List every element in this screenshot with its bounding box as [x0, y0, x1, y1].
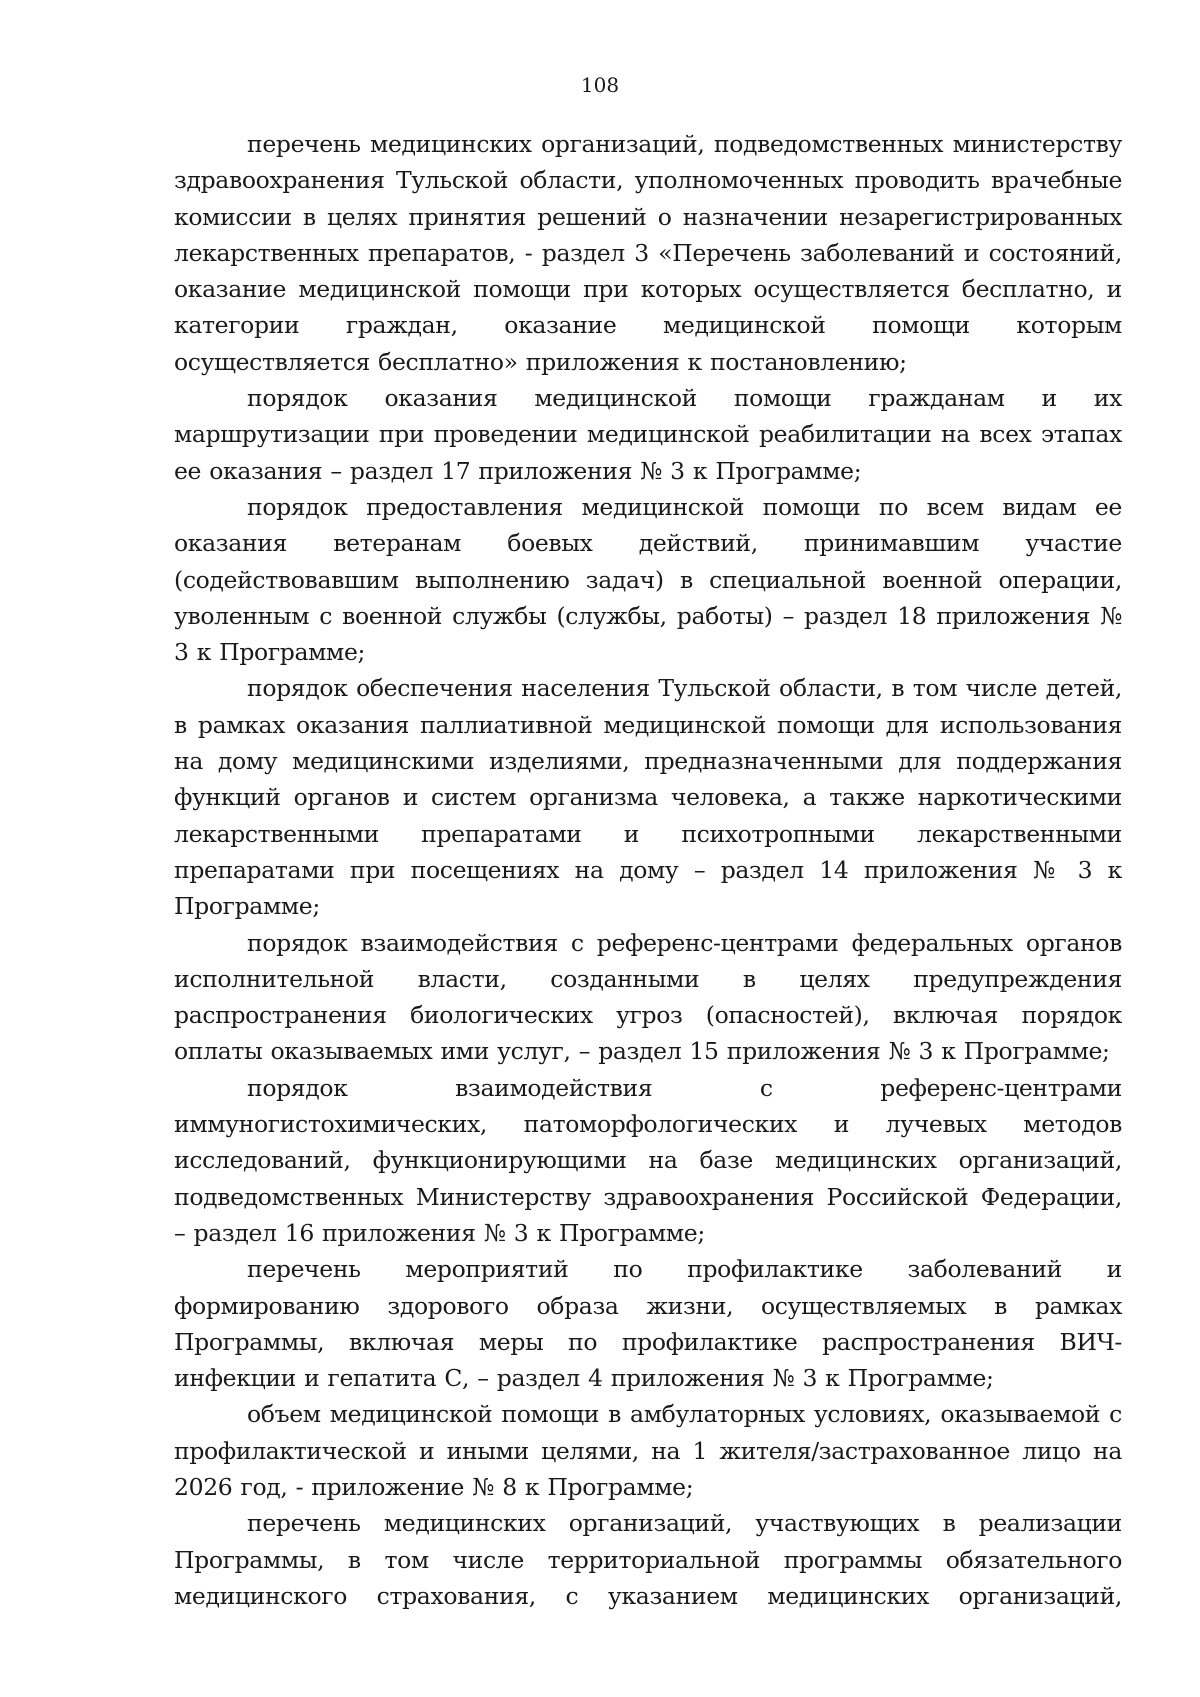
- paragraph-list-item: порядок предоставления медицинской помощи по всем видам ее оказания ветеранам боевых действий, принимавшим участие (содействовавшим выполнению задач) в специальной военной операции, уволенным с военной службы (службы, работы) – раздел 18 приложения № 3 к Программе;: [174, 492, 1122, 667]
- paragraph-list-item: перечень медицинских организаций, подведомственных министерству здравоохранения Тульской области, уполномоченных проводить врачебные комиссии в целях принятия решений о назначении незарегистрированных лекарственных препаратов, - раздел 3 «Перечень заболеваний и состояний, оказание медицинской помощи при которых осуществляется бесплатно, и категории граждан, оказание медицинской помощи которым осуществляется бесплатно» приложения к постановлению;: [174, 130, 1122, 376]
- paragraph-list-item: объем медицинской помощи в амбулаторных условиях, оказываемой с профилактической и иными целями, на 1 жителя/застрахованное лицо на 2026 год, - приложение № 8 к Программе;: [174, 1400, 1122, 1501]
- paragraph-list-item: порядок оказания медицинской помощи гражданам и их маршрутизации при проведении медицинской реабилитации на всех этапах ее оказания – раздел 17 приложения № 3 к Программе;: [174, 384, 1122, 485]
- paragraph-list-item: порядок взаимодействия с референс-центрами федеральных органов исполнительной власти, созданными в целях предупреждения распространения биологических угроз (опасностей), включая порядок оплаты оказываемых ими услуг, – раздел 15 приложения № 3 к Программе;: [174, 928, 1122, 1066]
- document-body: [174, 126, 1122, 1614]
- paragraph-list-item: порядок обеспечения населения Тульской области, в том числе детей, в рамках оказания паллиативной медицинской помощи для использования на дому медицинскими изделиями, предназначенными для поддержания функций органов и систем организма человека, а также наркотическими лекарственными препаратами и психотропными лекарственными препаратами при посещениях на дому – раздел 14 приложения № 3 к Программе;: [174, 674, 1122, 921]
- page-number: 108: [580, 73, 620, 97]
- paragraph-list-item: перечень медицинских организаций, участвующих в реализации Программы, в том числе территориальной программы обязательного медицинского страхования, с указанием медицинских организаций,: [174, 1509, 1122, 1610]
- paragraph-list-item: перечень мероприятий по профилактике заболеваний и формированию здорового образа жизни, осуществляемых в рамках Программы, включая меры по профилактике распространения ВИЧ-инфекции и гепатита С, – раздел 4 приложения № 3 к Программе;: [174, 1255, 1122, 1393]
- paragraph-list-item: порядок взаимодействия с референс-центрами иммуногистохимических, патоморфологических и лучевых методов исследований, функционирующими на базе медицинских организаций, подведомственных Министерству здравоохранения Российской Федерации, – раздел 16 приложения № 3 к Программе;: [174, 1073, 1122, 1247]
